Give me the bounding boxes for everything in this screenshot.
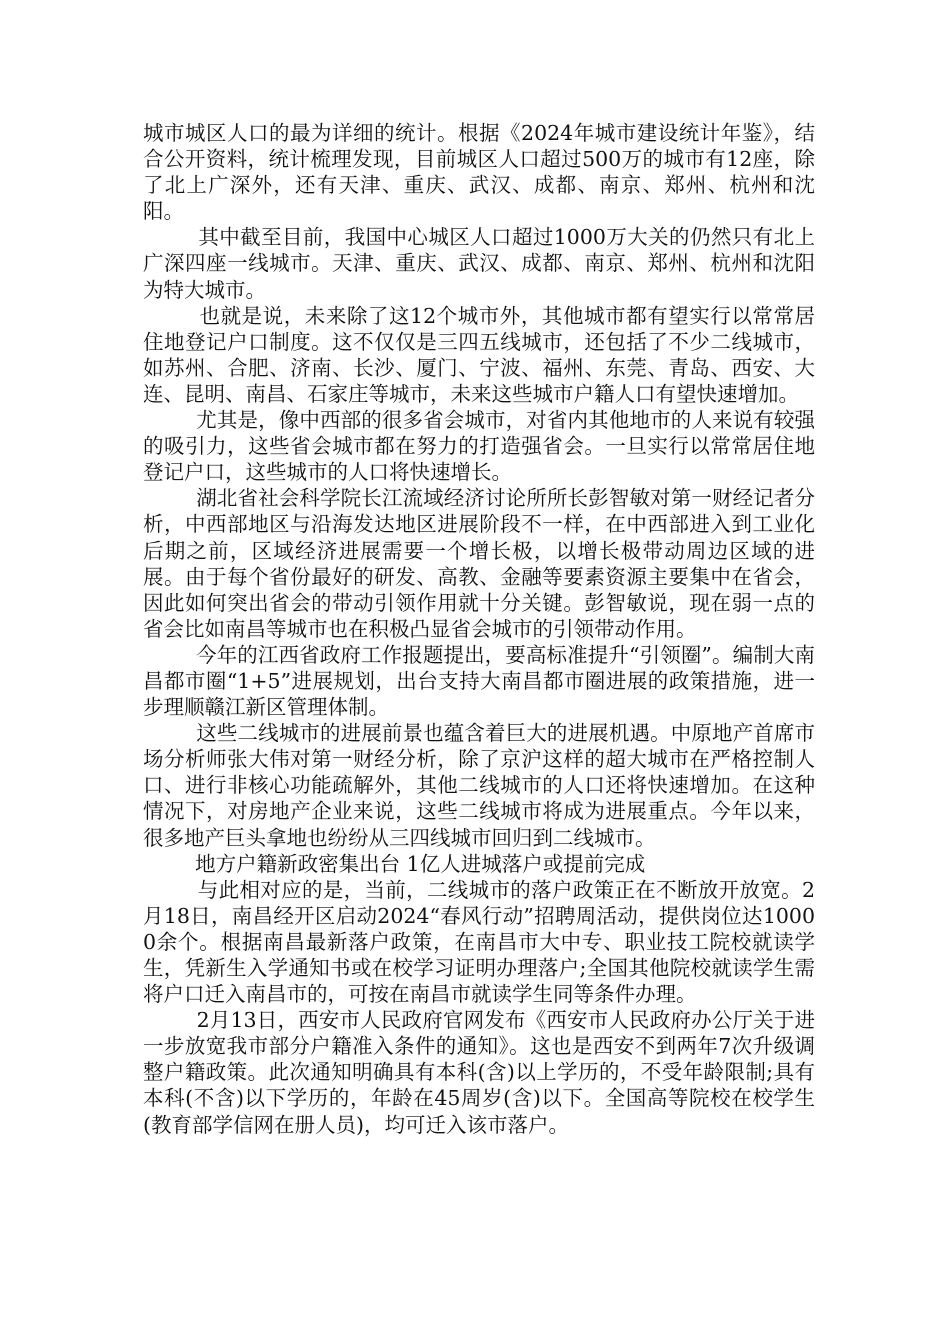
- paragraph-6: 今年的江西省政府工作报题提出，要高标准提升“引领圈”。编制大南昌都市圈“1+5”进展规划，出台支持大南昌都市圈进展的政策措施，进一步理顺赣江新区管理体制。: [143, 642, 815, 720]
- paragraph-5: 湖北省社会科学院长江流域经济讨论所所长彭智敏对第一财经记者分析，中西部地区与沿海发达地区进展阶段不一样，在中西部进入到工业化后期之前，区域经济进展需要一个增长极，以增长极带动周边区域的进展。由于每个省份最好的研发、高教、金融等要素资源主要集中在省会，因此如何突出省会的带动引领作用就十分关键。彭智敏说，现在弱一点的省会比如南昌等城市也在积极凸显省会城市的引领带动作用。: [143, 486, 815, 641]
- section-heading: 地方户籍新政密集出台 1亿人进城落户或提前完成: [143, 851, 646, 876]
- paragraph-7: 这些二线城市的进展前景也蕴含着巨大的进展机遇。中原地产首席市场分析师张大伟对第一财经分析，除了京沪这样的超大城市在严格控制人口、进行非核心功能疏解外，其他二线城市的人口还将快速增加。在这种情况下，对房地产企业来说，这些二线城市将成为进展重点。今年以来，很多地产巨头拿地也纷纷从三四线城市回归到二线城市。: [143, 721, 815, 850]
- paragraph-9: 2月13日，西安市人民政府官网发布《西安市人民政府办公厅关于进一步放宽我市部分户籍准入条件的通知》。这也是西安不到两年7次升级调整户籍政策。此次通知明确具有本科(含)以上学历的，不受年龄限制;具有本科(不含)以下学历的，年龄在45周岁(含)以下。全国高等院校在校学生(教育部学信网在册人员)，均可迁入该市落户。: [143, 1008, 815, 1137]
- document-body: [143, 120, 815, 1138]
- paragraph-3: 也就是说，未来除了这12个城市外，其他城市都有望实行以常常居住地登记户口制度。这不仅仅是三四五线城市，还包括了不少二线城市，如苏州、合肥、济南、长沙、厦门、宁波、福州、东莞、青岛、西安、大连、昆明、南昌、石家庄等城市，未来这些城市户籍人口有望快速增加。: [143, 303, 815, 406]
- paragraph-2: 其中截至目前，我国中心城区人口超过1000万大关的仍然只有北上广深四座一线城市。天津、重庆、武汉、成都、南京、郑州、杭州和沈阳为特大城市。: [143, 225, 815, 302]
- paragraph-4: 尤其是，像中西部的很多省会城市，对省内其他地市的人来说有较强的吸引力，这些省会城市都在努力的打造强省会。一旦实行以常常居住地登记户口，这些城市的人口将快速增长。: [143, 408, 815, 485]
- paragraph-1: 城市城区人口的最为详细的统计。根据《2024年城市建设统计年鉴》，结合公开资料，统计梳理发现，目前城区人口超过500万的城市有12座，除了北上广深外，还有天津、重庆、武汉、成都、南京、郑州、杭州和沈阳。: [143, 121, 815, 224]
- paragraph-8: 与此相对应的是，当前，二线城市的落户政策正在不断放开放宽。2月18日，南昌经开区启动2024“春风行动”招聘周活动，提供岗位达10000余个。根据南昌最新落户政策，在南昌市大中专、职业技工院校就读学生，凭新生入学通知书或在校学习证明办理落户;全国其他院校就读学生需将户口迁入南昌市的，可按在南昌市就读学生同等条件办理。: [143, 877, 815, 1007]
